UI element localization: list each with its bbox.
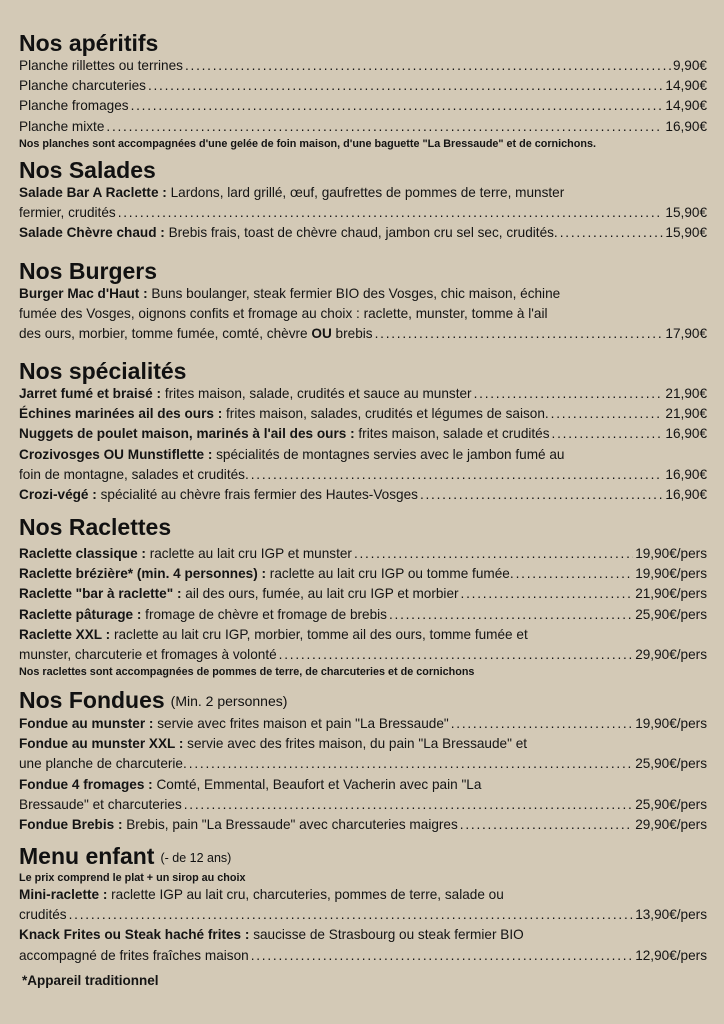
price: 19,90€/pers bbox=[635, 566, 707, 582]
section-title: Nos Raclettes bbox=[19, 514, 172, 540]
price: 19,90€/pers bbox=[635, 716, 707, 731]
price: 12,90€/pers bbox=[635, 947, 707, 963]
menu-item: Échines marinées ail des ours : frites maison, salades, crudités et légumes de saison. . . . 21,90€ bbox=[19, 404, 707, 424]
menu-item: Planche mixte . . . 16,90€ bbox=[19, 117, 707, 137]
price: 16,90€ bbox=[665, 487, 707, 503]
section-title: Nos spécialités bbox=[19, 358, 187, 384]
price: 25,90€/pers bbox=[635, 756, 707, 772]
price: 25,90€/pers bbox=[635, 796, 707, 812]
price: 15,90€ bbox=[665, 205, 707, 221]
price: 17,90€ bbox=[665, 326, 707, 342]
menu-item: Planche fromages . . . 14,90€ bbox=[19, 96, 707, 116]
section-burgers bbox=[19, 258, 707, 345]
section-title: Nos Fondues (Min. 2 personnes) bbox=[19, 687, 288, 713]
section-note: Nos planches sont accompagnées d'une gelée de foin maison, d'une baguette "La Bressaude" et de cornichons. bbox=[19, 137, 596, 150]
section-title: Nos Salades bbox=[19, 157, 156, 183]
price: 14,90€ bbox=[665, 78, 707, 94]
menu-item: Raclette XXL : raclette au lait cru IGP, morbier, tomme ail des ours, tomme fumée et munster, charcuterie et fromages à volonté . . . 29,90€/pers bbox=[19, 625, 707, 665]
price: 16,90€ bbox=[665, 466, 707, 482]
price: 9,90€ bbox=[672, 58, 707, 73]
price: 25,90€/pers bbox=[635, 606, 707, 622]
price: 29,90€/pers bbox=[635, 817, 707, 833]
menu-item: Mini-raclette : raclette IGP au lait cru, charcuteries, pommes de terre, salade ou crudités . . . 13,90€/pers bbox=[19, 885, 707, 925]
menu-item: Raclette brézière* (min. 4 personnes) : raclette au lait cru IGP ou tomme fumée. . . . 19,90€/pers bbox=[19, 564, 707, 584]
menu-item: Fondue au munster : servie avec frites maison et pain "La Bressaude" . . . 19,90€/pers bbox=[19, 714, 707, 734]
price: 13,90€/pers bbox=[635, 907, 707, 923]
menu-item: Jarret fumé et braisé : frites maison, salade, crudités et sauce au munster . . . 21,90€ bbox=[19, 384, 707, 404]
menu-item: Raclette "bar à raclette" : ail des ours, fumée, au lait cru IGP et morbier . . . 21,90€/pers bbox=[19, 584, 707, 604]
price: 15,90€ bbox=[665, 225, 707, 241]
menu-item: Crozivosges OU Munstiflette : spécialités de montagnes servies avec le jambon fumé au foin de montagne, salades et crudités. . . . 16,90€ bbox=[19, 445, 707, 485]
menu-item: Planche rillettes ou terrines . . . 9,90€ bbox=[19, 56, 707, 76]
section-fondues bbox=[19, 687, 707, 835]
section-title: Nos Burgers bbox=[19, 258, 158, 284]
menu-item: Burger Mac d'Haut : Buns boulanger, steak fermier BIO des Vosges, chic maison, échine fumée des Vosges, oignons confits et fromage au choix : raclette, munster, tomme à l'ail des ours, morbier, tomme fumée, comté, chèvre OU brebis . . . 17,90€ bbox=[19, 284, 707, 345]
section-note: Nos raclettes sont accompagnées de pommes de terre, de charcuteries et de cornichons bbox=[19, 666, 475, 679]
price: 21,90€/pers bbox=[635, 586, 707, 602]
menu-item: Fondue au munster XXL : servie avec des frites maison, du pain "La Bressaude" et une planche de charcuterie. . . . 25,90€/pers bbox=[19, 734, 707, 774]
menu-item: Salade Bar A Raclette : Lardons, lard grillé, œuf, gaufrettes de pommes de terre, munster fermier, crudités . . . 15,90€ bbox=[19, 183, 707, 223]
menu-item: Salade Chèvre chaud : Brebis frais, toast de chèvre chaud, jambon cru sel sec, crudités. . . . 15,90€ bbox=[19, 223, 707, 243]
footnote: *Appareil traditionnel bbox=[22, 973, 159, 988]
price: 21,90€ bbox=[665, 386, 707, 401]
menu-item: Planche charcuteries . . . 14,90€ bbox=[19, 76, 707, 96]
menu-item: Knack Frites ou Steak haché frites : saucisse de Strasbourg ou steak fermier BIO accompagné de frites fraîches maison . . . 12,90€/pers bbox=[19, 925, 707, 965]
price: 21,90€ bbox=[665, 406, 707, 422]
price: 16,90€ bbox=[665, 426, 707, 442]
section-title: Menu enfant (- de 12 ans) bbox=[19, 843, 232, 869]
menu-item: Raclette classique : raclette au lait cru IGP et munster . . . 19,90€/pers bbox=[19, 544, 707, 564]
menu-item: Nuggets de poulet maison, marinés à l'ail des ours : frites maison, salade et crudités . . . 16,90€ bbox=[19, 424, 707, 444]
menu-item: Raclette pâturage : fromage de chèvre et fromage de brebis . . . 25,90€/pers bbox=[19, 605, 707, 625]
section-specialites bbox=[19, 358, 707, 505]
price: 14,90€ bbox=[665, 98, 707, 114]
section-menu-enfant bbox=[19, 843, 707, 966]
section-salades bbox=[19, 157, 707, 244]
section-raclettes bbox=[19, 514, 707, 679]
price: 29,90€/pers bbox=[635, 647, 707, 663]
price: 16,90€ bbox=[665, 118, 707, 134]
menu-item: Fondue 4 fromages : Comté, Emmental, Beaufort et Vacherin avec pain "La Bressaude" et charcuteries . . . 25,90€/pers bbox=[19, 775, 707, 815]
section-title: Nos apéritifs bbox=[19, 30, 159, 56]
section-note: Le prix comprend le plat + un sirop au choix bbox=[19, 872, 246, 884]
menu-item: Fondue Brebis : Brebis, pain "La Bressaude" avec charcuteries maigres . . . 29,90€/pers bbox=[19, 815, 707, 835]
menu-item: Crozi-végé : spécialité au chèvre frais fermier des Hautes-Vosges . . . 16,90€ bbox=[19, 485, 707, 505]
section-aperitifs bbox=[19, 30, 707, 151]
price: 19,90€/pers bbox=[635, 546, 707, 561]
